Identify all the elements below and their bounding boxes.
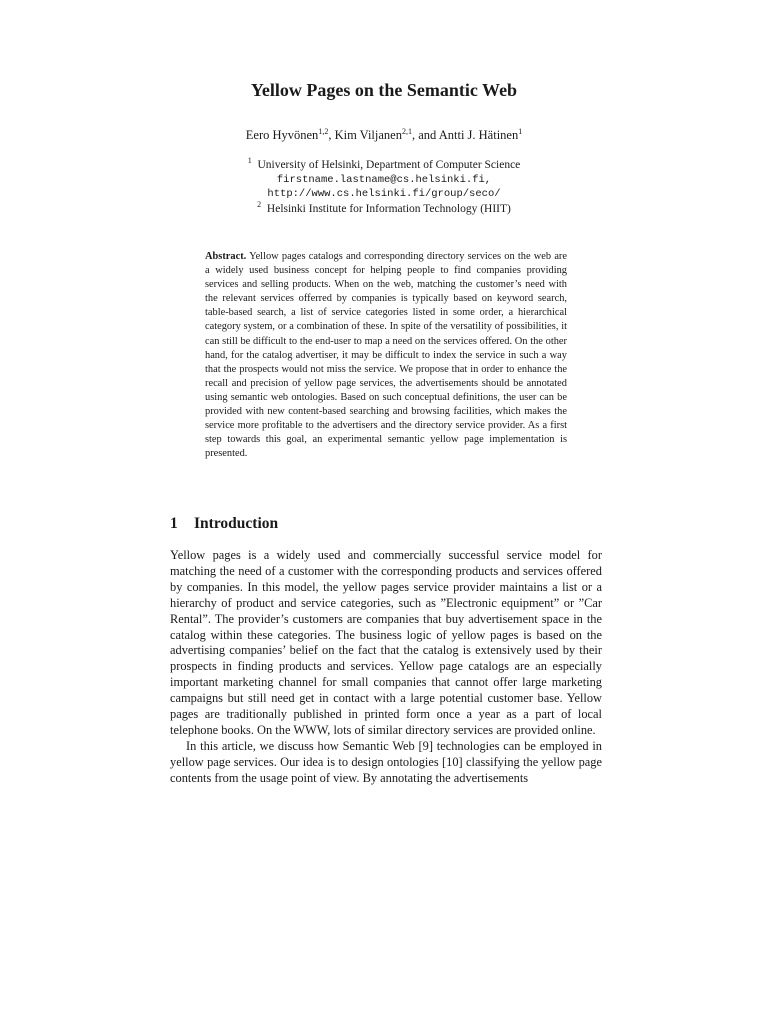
affiliation-text: Helsinki Institute for Information Technology (HIIT)	[266, 202, 511, 215]
section-body	[170, 548, 602, 787]
abstract-label: Abstract.	[205, 251, 247, 262]
author-affiliation-mark: 1	[518, 126, 523, 136]
affiliations	[0, 158, 768, 216]
affiliation-text: University of Helsinki, Department of Computer Science	[257, 159, 521, 171]
abstract-text: Yellow pages catalogs and corresponding directory services on the web are a widely used business concept for helping people to find companies providing services and selling products. When on the web, matching the customer’s need with the relevant services offerred by companies is typically based on keyword search, table-based search, a list of service categories listed in some order, a hierarchical category system, or a combination of these. In spite of the versatility of possibilities, it can still be difficult to the end-user to map a need on the services offered. On the other hand, for the catalog advertiser, it may be difficult to index the service in such a way that the prospects would not miss the service. We propose that in order to enhance the recall and precision of yellow page services, the advertisements should be annotated using semantic web ontologies. Based on such conceptual definitions, the user can be provided with new content-based searching and browsing facilities, which makes the service more profitable to the advertisers and the directory service provider. As a first step towards this goal, an experimental semantic yellow page implementation is presented.	[205, 251, 568, 460]
author-name: Eero Hyvönen	[245, 128, 319, 142]
section-heading	[170, 515, 278, 533]
section-number: 1	[170, 515, 178, 532]
affiliation-2	[0, 199, 768, 217]
affiliation-mark: 2	[257, 199, 262, 209]
paper-title: Yellow Pages on the Semantic Web	[250, 80, 518, 100]
affiliation-1	[0, 158, 768, 173]
author-separator: ,	[328, 128, 335, 142]
author-separator: , and	[411, 128, 439, 142]
author-name: Antti J. Hätinen	[438, 128, 519, 142]
section-title: Introduction	[194, 515, 279, 532]
group-url: http://www.cs.helsinki.fi/group/seco/	[267, 188, 501, 200]
author-email: firstname.lastname@cs.helsinki.fi,	[276, 173, 492, 186]
author-affiliation-mark: 2,1	[401, 126, 412, 136]
abstract	[205, 250, 567, 461]
body-paragraph: In this article, we discuss how Semantic Web [9] technologies can be employed in yellow page services. Our idea is to design ontologies [10] classifying the yellow page contents from the usage point of view. By annotating the advertisements	[170, 738, 602, 785]
affiliation-mark: 1	[247, 156, 252, 166]
author-name: Kim Viljanen	[334, 128, 402, 142]
body-paragraph: Yellow pages is a widely used and commercially successful service model for matching the need of a customer with the corresponding products and services offered by companies. In this model, the yellow pages service provider maintains a list or a hierarchy of product and service categories, such as ”Electronic equipment” or ”Car Rental”. The provider’s customers are companies that buy advertisement space in the catalog within these categories. The business logic of yellow pages is based on the advertising companies’ belief on the fact that the catalog is extensively used by their prospects in finding products and services. Yellow page catalogs are an especially important marketing channel for small companies that cannot offer large marketing campaigns but still need get in contact with a large potential customer base. Yellow pages are traditionally published in printed form once a year as a part of local telephone books. On the WWW, lots of similar directory services are provided online.	[170, 548, 602, 737]
author-affiliation-mark: 1,2	[318, 126, 329, 136]
author-list	[0, 128, 768, 143]
